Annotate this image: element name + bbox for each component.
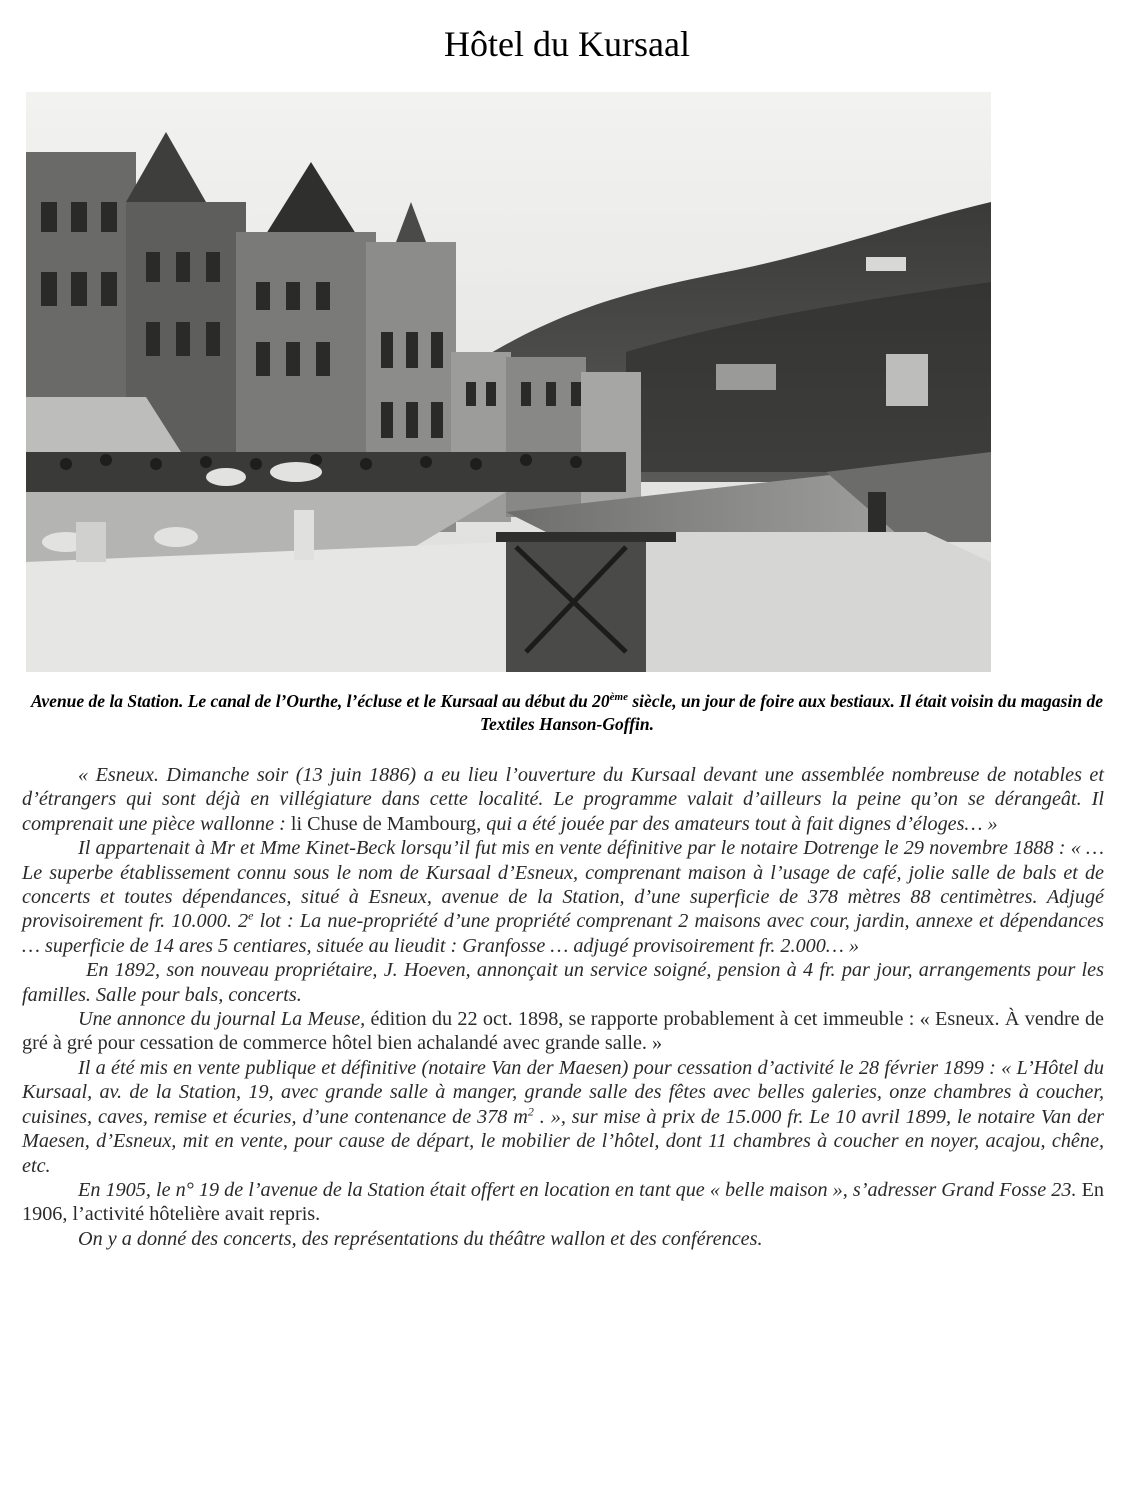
paragraph-opening-1886 (22, 763, 1104, 836)
paragraph-1898 (22, 1007, 1104, 1056)
superscript: 2 (527, 1103, 534, 1118)
paragraph-1899 (22, 1056, 1104, 1178)
historic-photo (26, 92, 991, 672)
play-title: li Chuse de Mambourg (290, 812, 477, 835)
paragraph-text: En 1906, l’activité hôtelière avait repris. (22, 1178, 1104, 1226)
paragraph-text: lot : La nue-propriété d’une propriété comprenant 2 maisons avec cour, jardin, annexe et dépendances … superficie de 14 ares 5 centiares, située au lieudit : Granfosse … adjugé provisoirement fr. 2.000… » (22, 910, 1104, 957)
paragraph-sale-1888 (22, 836, 1104, 958)
superscript: e (248, 908, 254, 923)
paragraph-text: . », sur mise à prix de 15.000 fr. Le 10 avril 1899, le notaire Van der Maesen, d’Esneux, mit en vente, pour cause de départ, le mobilier de l’hôtel, dont 11 chambres à coucher en noyer, acajou, chêne, etc. (22, 1105, 1104, 1177)
paragraph-text: En 1905, le n° 19 de l’avenue de la Station était offert en location en tant que « belle maison », s’adresser Grand Fosse 23. (78, 1178, 1082, 1201)
paragraph-text: édition du 22 oct. 1898, se rapporte probablement à cet immeuble : « Esneux. À vendre de gré à gré pour cessation de commerce hôtel bien achalandé avec grande salle. » (22, 1008, 1105, 1055)
historic-photograph-icon (26, 92, 991, 672)
caption-text-1: Avenue de la Station. Le canal de l’Ourthe, l’écluse et le Kursaal au début du 20 (31, 691, 610, 711)
caption-superscript: ème (609, 691, 628, 704)
page-title: Hôtel du Kursaal (444, 24, 690, 64)
article-body (22, 763, 1104, 1251)
paragraph-text: , qui a été jouée par des amateurs tout à fait dignes d’éloges… » (476, 812, 998, 835)
caption-text-2: siècle, un jour de foire aux bestiaux. Il était voisin du magasin de Textiles Hanson-Goffin. (479, 691, 1103, 734)
paragraph-concerts: On y a donné des concerts, des représentations du théâtre wallon et des conférences. (78, 1227, 763, 1250)
photo-caption (24, 690, 1110, 736)
paragraph-1905 (22, 1178, 1104, 1227)
paragraph-text: Il a été mis en vente publique et définitive (notaire Van der Maesen) pour cessation d’activité le 28 février 1899 : « L’Hôtel du Kursaal, av. de la Station, 19, avec grande salle à manger, grande salle des fêtes avec belles galeries, onze chambres à coucher, cuisines, caves, remise et écuries, d’une contenance de 378 m (22, 1056, 1104, 1128)
paragraph-text: Une annonce du journal La Meuse, (78, 1008, 371, 1031)
paragraph-1892: En 1892, son nouveau propriétaire, J. Hoeven, annonçait un service soigné, pension à 4 fr. par jour, arrangements pour les familles. Salle pour bals, concerts. (22, 959, 1104, 1006)
paragraph-text: Il appartenait à Mr et Mme Kinet-Beck lorsqu’il fut mis en vente définitive par le notaire Dotrenge le 29 novembre 1888 : « … Le superbe établissement connu sous le nom de Kursaal d’Esneux, comprenant maison à l’usage de café, jolie salle de bals et de concerts et toutes dépendances, situé à Esneux, avenue de la Station, d’une superficie de 378 mètres 88 centimètres. Adjugé provisoirement fr. 10.000. 2 (22, 837, 1104, 933)
paragraph-text: « Esneux. Dimanche soir (13 juin 1886) a eu lieu l’ouverture du Kursaal devant une assemblée nombreuse de notables et d’étrangers qui sont déjà en villégiature dans cette localité. Le programme valait d’ailleurs la peine qu’on se dérangeât. Il comprenait une pièce wallonne : (22, 764, 1104, 835)
